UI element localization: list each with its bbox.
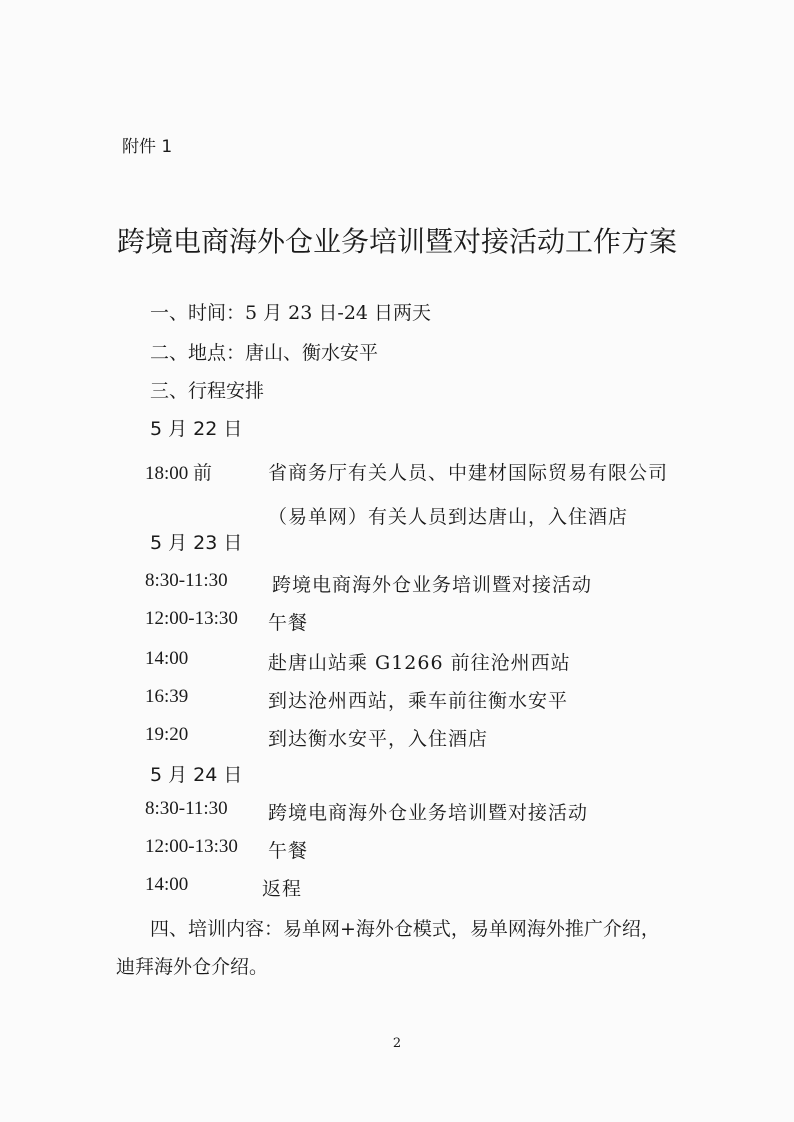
schedule-time: 18:00 前 bbox=[145, 463, 213, 484]
schedule-desc: 午餐 bbox=[268, 840, 309, 862]
schedule-desc: 到达衡水安平，入住酒店 bbox=[268, 728, 489, 750]
schedule-time: 19:20 bbox=[145, 724, 189, 745]
schedule-time: 14:00 bbox=[145, 648, 189, 669]
section-place-value: 唐山、衡水安平 bbox=[245, 342, 379, 364]
section-content-continued: 迪拜海外仓介绍。 bbox=[116, 956, 269, 978]
day-date: 5 月 24 日 bbox=[150, 764, 243, 786]
schedule-desc: 午餐 bbox=[268, 612, 309, 634]
day-date: 5 月 23 日 bbox=[150, 532, 243, 554]
schedule-time: 12:00-13:30 bbox=[145, 608, 238, 629]
page-number: 2 bbox=[392, 1036, 402, 1051]
schedule-desc: 到达沧州西站，乘车前往衡水安平 bbox=[268, 690, 569, 712]
schedule-time: 8:30-11:30 bbox=[145, 570, 228, 591]
day-date: 5 月 22 日 bbox=[150, 418, 243, 440]
section-content bbox=[150, 914, 660, 941]
section-content-label: 四、培训内容： bbox=[150, 918, 284, 940]
section-time bbox=[150, 298, 431, 325]
schedule-desc: 赴唐山站乘 G1266 前往沧州西站 bbox=[268, 652, 571, 674]
section-place-label: 二、地点： bbox=[150, 342, 246, 364]
attachment-label: 附件 1 bbox=[122, 137, 173, 157]
schedule-time: 14:00 bbox=[145, 874, 189, 895]
schedule-desc: 返程 bbox=[262, 878, 303, 900]
schedule-time: 16:39 bbox=[145, 686, 189, 707]
schedule-desc: 跨境电商海外仓业务培训暨对接活动 bbox=[272, 574, 593, 596]
schedule-desc: 省商务厅有关人员、中建材国际贸易有限公司 bbox=[268, 462, 669, 484]
section-schedule-label: 三、行程安排 bbox=[150, 380, 265, 402]
schedule-time: 12:00-13:30 bbox=[145, 836, 238, 857]
document-title: 跨境电商海外仓业务培训暨对接活动工作方案 bbox=[116, 225, 677, 258]
section-place bbox=[150, 338, 378, 365]
section-time-label: 一、时间： bbox=[150, 302, 246, 324]
schedule-desc-continued: （易单网）有关人员到达唐山，入住酒店 bbox=[268, 506, 629, 528]
section-time-value: 5 月 23 日-24 日两天 bbox=[245, 302, 432, 324]
schedule-desc: 跨境电商海外仓业务培训暨对接活动 bbox=[268, 802, 589, 824]
section-content-value: 易单网+海外仓模式，易单网海外推广介绍， bbox=[283, 918, 660, 940]
schedule-time: 8:30-11:30 bbox=[145, 798, 228, 819]
